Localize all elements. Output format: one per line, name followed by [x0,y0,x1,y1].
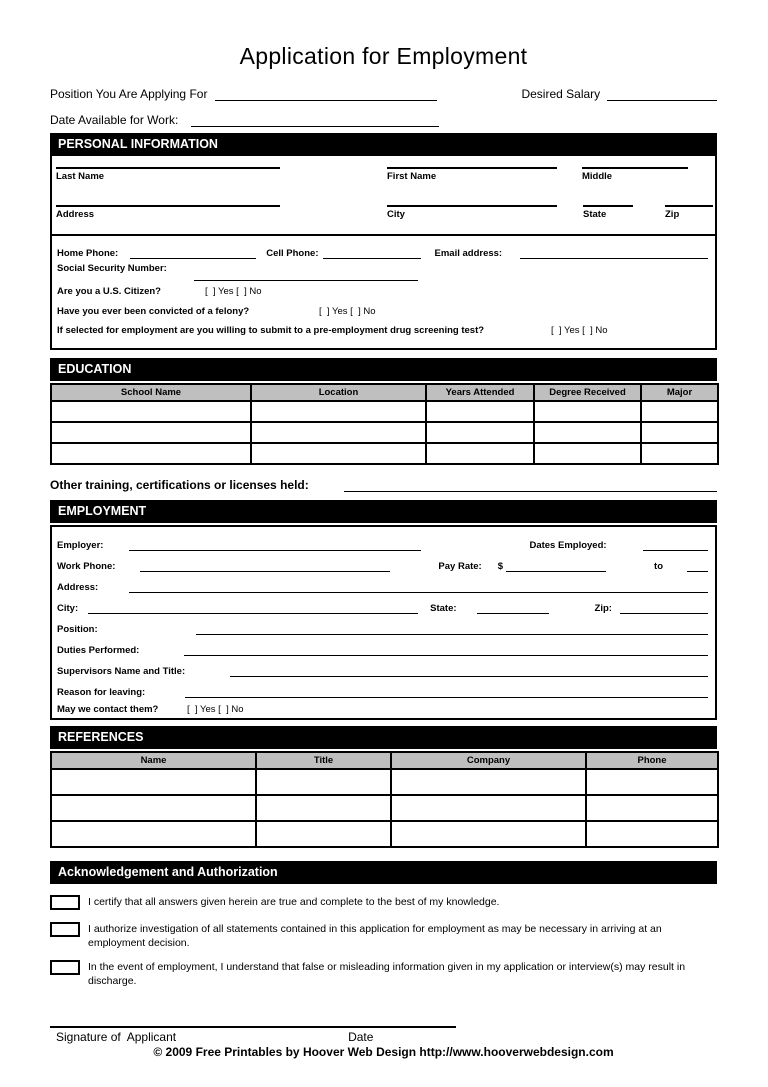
table-cell[interactable] [256,769,391,795]
city-label: City [387,209,405,220]
authorize-statement-text: I authorize investigation of all statements contained in this application for employment as may be necessary in arriving at an employment decision. [88,923,662,949]
table-cell[interactable] [51,795,256,821]
employment-city-row [52,593,715,614]
email-field[interactable] [520,247,708,259]
duties-field[interactable] [184,644,708,656]
table-cell[interactable] [391,821,586,847]
acknowledgement-header: Acknowledgement and Authorization [50,861,717,884]
employer-label: Employer: [57,540,104,551]
address-label: Address [56,209,95,220]
column-header-location: Location [251,384,426,401]
to-label: to [654,561,663,572]
felony-question-label: Have you ever been convicted of a felony? [57,306,250,317]
reason-leaving-label: Reason for leaving: [57,687,146,698]
last-name-field[interactable] [56,167,280,182]
citizen-yes-no-checkboxes[interactable]: [ ] Yes [ ] No [205,286,262,297]
position-held-field[interactable] [196,623,708,635]
home-phone-label: Home Phone: [57,248,119,259]
supervisor-row [52,656,715,677]
other-training-label: Other training, certifications or licenses held: [50,478,309,492]
zip-label: Zip [665,209,680,220]
ssn-label: Social Security Number: [57,263,167,274]
employment-zip-label: Zip: [594,603,612,614]
employment-address-field[interactable] [129,581,708,593]
reason-leaving-row [52,677,715,698]
ssn-row [52,259,715,279]
other-training-field[interactable] [344,479,717,492]
table-cell[interactable] [256,795,391,821]
table-cell[interactable] [426,401,534,422]
drug-test-question-row [52,325,715,336]
table-cell[interactable] [391,795,586,821]
employer-row [52,530,715,551]
authorize-checkbox[interactable] [50,922,80,937]
education-header-row [51,384,718,401]
zip-field[interactable] [665,205,713,220]
dates-employed-label: Dates Employed: [529,540,607,551]
column-header-years-attended: Years Attended [426,384,534,401]
employment-section [50,525,717,720]
employment-state-field[interactable] [477,602,549,614]
other-training-row [50,476,717,492]
desired-salary-label: Desired Salary [521,87,601,101]
employment-address-label: Address: [57,582,99,593]
signature-of-applicant-label: Signature of Applicant [56,1030,177,1044]
state-field[interactable] [583,205,633,220]
column-header-title: Title [256,752,391,769]
column-header-school-name: School Name [51,384,251,401]
table-cell[interactable] [641,443,718,464]
middle-name-label: Middle [582,171,613,182]
certify-statement-text: I certify that all answers given herein are true and complete to the best of my knowledge. [88,896,500,908]
table-cell[interactable] [641,422,718,443]
position-held-label: Position: [57,624,98,635]
middle-name-field[interactable] [582,167,688,182]
duties-row [52,635,715,656]
work-phone-field[interactable] [140,560,390,572]
signature-field[interactable] [50,1026,456,1028]
pay-rate-label: Pay Rate: [438,561,482,572]
state-label: State [583,209,607,220]
discharge-statement-row [50,960,717,988]
employment-state-label: State: [430,603,457,614]
city-field[interactable] [387,205,557,220]
authorize-statement-row [50,922,717,950]
position-salary-row [50,84,717,101]
table-row [51,769,718,795]
citizen-question-row [52,286,715,297]
date-available-row [50,110,717,127]
column-header-company: Company [391,752,586,769]
felony-question-row [52,306,715,317]
supervisor-field[interactable] [230,665,708,677]
signature-labels-row [50,1030,717,1044]
date-label: Date [348,1030,374,1044]
education-header: EDUCATION [50,358,717,381]
drug-test-yes-no-checkboxes[interactable]: [ ] Yes [ ] No [551,325,608,336]
home-phone-field[interactable] [130,247,256,259]
table-cell[interactable] [426,443,534,464]
table-cell[interactable] [426,422,534,443]
first-name-field[interactable] [387,167,557,182]
felony-yes-no-checkboxes[interactable]: [ ] Yes [ ] No [319,306,376,317]
table-cell[interactable] [391,769,586,795]
table-cell[interactable] [256,821,391,847]
table-cell[interactable] [534,443,641,464]
references-header: REFERENCES [50,726,717,749]
employment-city-label: City: [57,603,79,614]
table-cell[interactable] [586,795,718,821]
table-cell[interactable] [51,422,251,443]
work-phone-label: Work Phone: [57,561,116,572]
first-name-label: First Name [387,171,437,182]
references-table [50,751,719,848]
employment-city-field[interactable] [88,602,418,614]
column-header-degree-received: Degree Received [534,384,641,401]
certify-statement-row [50,895,717,910]
table-row [51,821,718,847]
position-row [52,614,715,635]
drug-test-question-label: If selected for employment are you willing to submit to a pre-employment drug screening test? [57,325,485,336]
table-cell[interactable] [586,821,718,847]
column-header-phone: Phone [586,752,718,769]
cell-phone-label: Cell Phone: [266,248,319,259]
table-cell[interactable] [251,422,426,443]
pay-rate-field[interactable] [506,560,606,572]
desired-salary-field[interactable] [607,87,717,101]
table-cell[interactable] [641,401,718,422]
discharge-statement-text: In the event of employment, I understand that false or misleading information given in my application or interview(s) may result in discharge. [88,961,686,987]
table-cell[interactable] [251,401,426,422]
column-header-major: Major [641,384,718,401]
table-cell[interactable] [51,769,256,795]
employment-address-row [52,572,715,593]
personal-information-section [50,156,717,350]
table-cell[interactable] [534,422,641,443]
dollar-sign: $ [497,561,504,572]
ssn-field[interactable] [194,269,418,281]
contact-yes-no-checkboxes[interactable]: [ ] Yes [ ] No [187,704,244,715]
page-title: Application for Employment [239,43,528,69]
copyright-footer: © 2009 Free Printables by Hoover Web Design http://www.hooverwebdesign.com [153,1045,614,1059]
employment-header: EMPLOYMENT [50,500,717,523]
table-cell[interactable] [51,401,251,422]
name-address-grid [52,156,715,236]
dates-employed-field[interactable] [643,539,708,551]
phone-email-row [52,241,715,259]
table-row [51,443,718,464]
employment-zip-field[interactable] [620,602,708,614]
discharge-checkbox[interactable] [50,960,80,975]
table-cell[interactable] [51,443,251,464]
may-we-contact-row [52,698,715,715]
table-cell[interactable] [51,821,256,847]
cell-phone-field[interactable] [323,247,421,259]
table-row [51,422,718,443]
address-field[interactable] [56,205,280,220]
date-available-label: Date Available for Work: [50,113,179,127]
position-field[interactable] [215,87,437,101]
pay-rate-to-field[interactable] [687,560,708,572]
references-header-row [51,752,718,769]
position-label: Position You Are Applying For [50,87,208,101]
last-name-label: Last Name [56,171,105,182]
table-cell[interactable] [586,769,718,795]
employer-field[interactable] [129,539,421,551]
table-cell[interactable] [534,401,641,422]
supervisor-label: Supervisors Name and Title: [57,666,186,677]
citizen-question-label: Are you a U.S. Citizen? [57,286,161,297]
table-row [51,795,718,821]
education-table [50,383,719,465]
reason-leaving-field[interactable] [185,686,708,698]
table-row [51,401,718,422]
table-cell[interactable] [251,443,426,464]
column-header-name: Name [51,752,256,769]
duties-label: Duties Performed: [57,645,140,656]
date-available-field[interactable] [191,113,439,127]
personal-information-header: PERSONAL INFORMATION [50,133,717,156]
may-we-contact-label: May we contact them? [57,704,159,715]
work-phone-row [52,551,715,572]
email-label: Email address: [434,248,503,259]
certify-checkbox[interactable] [50,895,80,910]
